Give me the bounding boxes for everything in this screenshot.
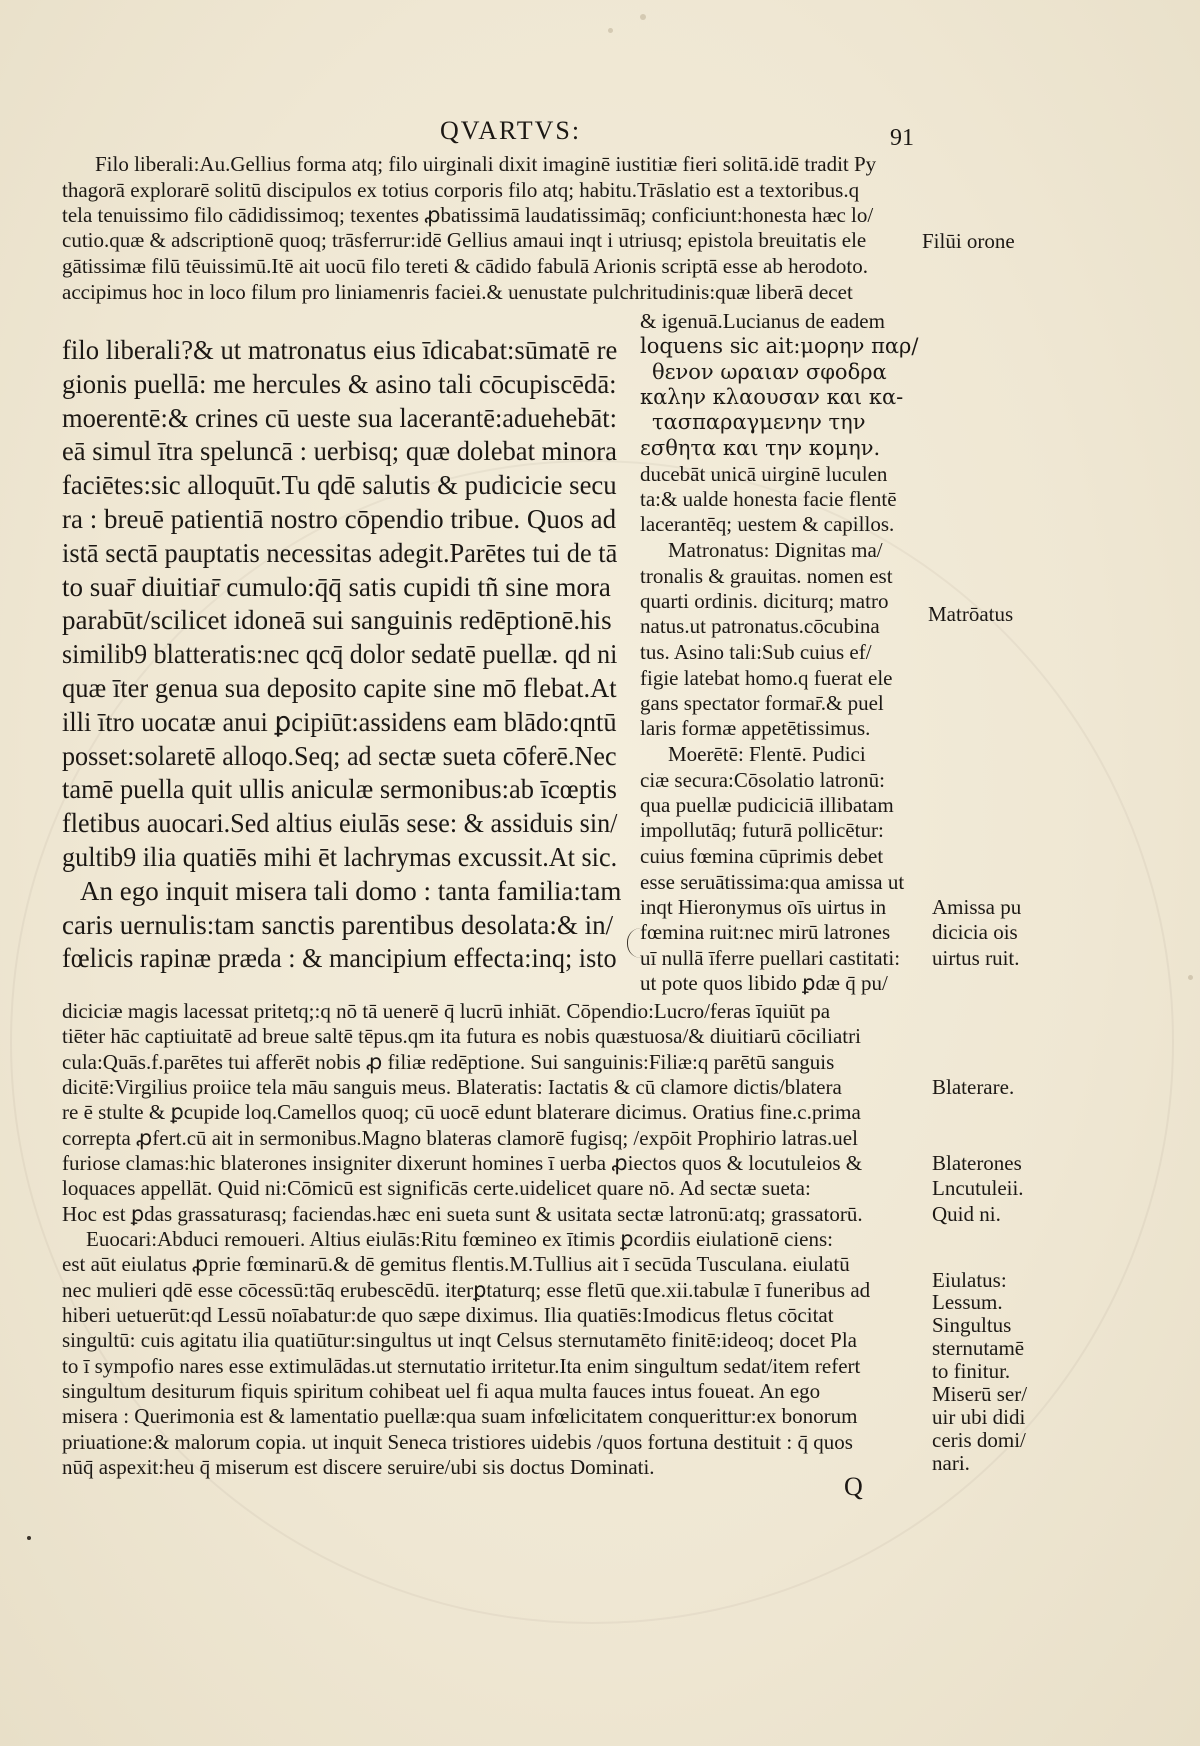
commentary-line: hiberi uetuerūt:qd Lessū noīabatur:de quo sæpe diximus. Ilia quatiēs:Imodicus fletus cōcitat <box>62 1303 834 1327</box>
commentary-line: loquaces appellāt. Quid ni:Cōmicū est significās certe.uidelicet quare nō. Ad sectæ sueta: <box>62 1176 811 1200</box>
margin-note: Filūi orone <box>922 229 1015 253</box>
commentary-line: uī nullā īferre puellari castitati: <box>640 946 901 970</box>
commentary-line: dicitē:Virgilius proiice tela māu sanguis meus. Blateratis: Iactatis & cū clamore dictis/blatera <box>62 1075 842 1099</box>
margin-note: Miserū ser/ <box>932 1382 1028 1406</box>
commentary-line: correpta ꝓfert.cū ait in sermonibus.Magno blateras clamorē fugisq; /expōit Prophirio latras.uel <box>62 1126 858 1150</box>
commentary-line: nec mulieri qdē esse cōcessū:tāq erubescēdū. iterꝑtaturq; esse fletū que.xii.tabulæ ī funeribus ad <box>62 1278 871 1302</box>
commentary-line: & igenuā.Lucianus de eadem <box>640 309 885 333</box>
ink-speck <box>1188 975 1193 980</box>
margin-note: Eiulatus: <box>932 1268 1007 1292</box>
commentary-line: τασπαραγμενην την <box>652 410 866 434</box>
margin-note: sternutamē <box>932 1336 1025 1360</box>
ink-speck <box>640 14 646 20</box>
commentary-line: Euocari:Abduci remoueri. Altius eiulās:Ritu fœmineo ex ītimis ꝑcordiis eiulationē ciens: <box>86 1227 834 1251</box>
margin-note: Lncutuleii. <box>932 1176 1024 1200</box>
margin-note: Quid ni. <box>932 1202 1001 1226</box>
text-line: fletibus auocari.Sed altius eiulās sese: & assiduis sin/ <box>62 808 618 839</box>
text-line: moerentē:& crines cū ueste sua lacerantē:aduehebāt: <box>62 402 617 433</box>
margin-note: Blaterones <box>932 1151 1022 1175</box>
ink-dot <box>27 1536 31 1540</box>
commentary-line: priuatione:& malorum copia. ut inquit Seneca tristiores uidebis /quos fortuna destituit : q̄ quos <box>62 1430 853 1454</box>
text-line: istā sectā pauptatis necessitas adegit.Parētes tui de tā <box>62 537 618 568</box>
commentary-line: impollutāq; futurā pollicētur: <box>640 818 884 842</box>
commentary-line: natus.ut patronatus.cōcubina <box>640 614 880 638</box>
text-line: filo liberali?& ut matronatus eius īdicabat:sūmatē re <box>62 335 618 365</box>
commentary-line: Hoc est ꝑdas grassaturasq; faciendas.hæc eni sueta sunt & usitata sectæ latronū:atq; grassatorū. <box>62 1202 863 1226</box>
commentary-line: cula:Quās.f.parētes tui afferēt nobis ꝓ filiæ redēptione. Sui sanguinis:Filiæ:q parētū sanguis <box>62 1050 835 1074</box>
commentary-line: loquens sic ait:μορην παρ/ <box>640 334 919 358</box>
text-line: illi ītro uocatæ anui ꝑcipiūt:assidens eam blādo:qntū <box>62 706 617 737</box>
text-line: tamē puella quit ullis aniculæ sermonibus:ab īcœptis <box>62 774 617 805</box>
commentary-line: singultum desiturum fiquis spiritum cohibeat uel fi aqua multa fauces intus foueat. An ego <box>62 1379 821 1403</box>
margin-note: Amissa pu <box>932 895 1022 919</box>
commentary-line: inqt Hieronymus oīs uirtus in <box>640 895 887 919</box>
commentary-line: nūq̄ aspexit:heu q̄ miserum est discere seruire/ubi sis doctus Dominati. <box>62 1455 655 1479</box>
text-line: gultib9 ilia quatiēs mihi ēt lachrymas excussit.At sic. <box>62 842 618 872</box>
text-line: gionis puellā: me hercules & asino tali cōcupiscēdā: <box>62 368 617 399</box>
ink-speck <box>608 28 613 33</box>
commentary-line: Matronatus: Dignitas ma/ <box>668 538 883 562</box>
margin-note: dicicia ois <box>932 920 1018 944</box>
commentary-line: tela tenuissimo filo cādidissimoq; texentes ꝓbatissimā laudatissimāq; conficiunt:honesta hæc lo/ <box>62 203 874 227</box>
margin-note: Matrōatus <box>928 602 1014 626</box>
margin-note: Lessum. <box>932 1290 1003 1314</box>
commentary-line: tus. Asino tali:Sub cuius ef/ <box>640 640 872 664</box>
text-line: caris uernulis:tam sanctis parentibus desolata:& in/ <box>62 909 614 940</box>
text-line: ra : breuē patientiā nostro cōpendio tribue. Quos ad <box>62 504 617 534</box>
text-line: quæ īter genua sua deposito capite sine mō flebat.At <box>62 673 617 703</box>
commentary-line: to ī sympofio nares esse extimulādas.ut sternutatio irritetur.Ita enim singultum sedat/item refert <box>62 1354 861 1378</box>
margin-note: Blaterare. <box>932 1075 1015 1099</box>
commentary-line: thagorā explorarē solitū discipulos ex totius corporis filo atq; habitu.Trāslatio est a textoribus.q <box>62 178 860 202</box>
commentary-line: lacerantēq; uestem & capillos. <box>640 512 895 536</box>
commentary-line: θενον ωραιαν σφοδρα <box>652 360 887 384</box>
folio-number: 91 <box>890 125 914 151</box>
commentary-line: tronalis & grauitas. nomen est <box>640 564 893 588</box>
text-line: posset:solaretē alloqo.Seq; ad sectæ sueta cōferē.Nec <box>62 740 617 771</box>
commentary-line: gātissimæ filū tēuissimū.Itē ait uocū filo tereti & cādido fabulā Arionis scriptā esse ab herodoto. <box>62 254 868 278</box>
commentary-line: laris formæ appetētissimus. <box>640 716 871 740</box>
commentary-line: Moerētē: Flentē. Pudici <box>668 742 866 766</box>
text-line: to suar̄ diuitiar̄ cumulo:q̄q̄ satis cupidi tñ sine mora <box>62 571 611 602</box>
margin-note: ceris domi/ <box>932 1428 1026 1452</box>
commentary-line: fœmina ruit:nec mirū latrones <box>640 920 891 944</box>
commentary-line: quarti ordinis. diciturq; matro <box>640 589 889 613</box>
commentary-line: ut pote quos libido ꝑdæ q̄ pu/ <box>640 971 888 995</box>
margin-note: nari. <box>932 1451 970 1475</box>
commentary-line: qua puellæ pudiciciā illibatam <box>640 793 894 817</box>
margin-note: to finitur. <box>932 1359 1011 1383</box>
commentary-line: re ē stulte & ꝑcupide loq.Camellos quoq; cū uocē edunt blaterare dicimus. Oratius fine.c.prima <box>62 1100 861 1124</box>
margin-note: uirtus ruit. <box>932 946 1020 970</box>
text-line: parabūt/scilicet idoneā sui sanguinis redēptionē.his <box>62 605 612 636</box>
commentary-line: est aūt eiulatus ꝓprie fœminarū.& dē gemitus flentis.M.Tullius ait ī secūda Tusculana. eiulatū <box>62 1252 850 1276</box>
commentary-line: accipimus hoc in loco filum pro liniamenris faciei.& uenustate pulchritudinis:quæ liberā decet <box>62 280 853 304</box>
commentary-line: figie latebat homo.q fuerat ele <box>640 666 893 690</box>
margin-note: Singultus <box>932 1313 1012 1337</box>
commentary-line: ciæ secura:Cōsolatio latronū: <box>640 768 885 792</box>
text-line: similib9 blatteratis:nec qcq̄ dolor sedatē puellæ. qd ni <box>62 639 618 670</box>
running-title: QVARTVS: <box>440 116 582 145</box>
commentary-line: cuius fœmina cūprimis debet <box>640 844 884 868</box>
commentary-line: Filo liberali:Au.Gellius forma atq; filo uirginali dixit imaginē iustitiæ fieri solitā.idē tradit Py <box>95 152 877 176</box>
commentary-line: gans spectator formar̄.& puel <box>640 691 884 715</box>
text-line: An ego inquit misera tali domo : tanta familia:tam <box>80 875 622 906</box>
commentary-line: cutio.quæ & adscriptionē quoq; trāsferrur:idē Gellius amaui inqt i utriusq; epistola breuitatis ele <box>62 228 867 252</box>
catchword: Q <box>844 1472 863 1501</box>
text-line: faciētes:sic alloquūt.Tu qdē salutis & pudicicie secu <box>62 470 617 501</box>
commentary-line: diciciæ magis lacessat pritetq;:q nō tā uenerē q̄ lucrū inhiāt. Cōpendio:Lucro/feras īquiūt pa <box>62 999 831 1023</box>
commentary-line: ta:& ualde honesta facie flentē <box>640 487 897 511</box>
commentary-line: misera : Querimonia est & lamentatio puellæ:qua suam infœlicitatem conquerittur:ex bonorum <box>62 1404 858 1428</box>
commentary-line: tiēter hāc captiuitatē ad breue saltē tēpus.qm ita futura es nobis quæstuosa/& diuitiarū cōciliatri <box>62 1024 861 1048</box>
commentary-line: singultū: cuis agitatu ilia quatiūtur:singultus ut inqt Celsus sternutamēto finitē:ideoq; docet Pla <box>62 1328 857 1352</box>
commentary-line: καλην κλαουσαν και κα- <box>640 385 904 409</box>
commentary-line: furiose clamas:hic blaterones insigniter dixerunt homines ī uerba ꝓiectos quos & locutuleios & <box>62 1151 863 1175</box>
margin-note: uir ubi didi <box>932 1405 1026 1429</box>
text-line: fœlicis rapinæ præda : & mancipium effecta:inq; isto <box>62 943 617 974</box>
commentary-line: εσθητα και την κομην. <box>640 436 881 460</box>
commentary-line: ducebāt unicā uirginē luculen <box>640 462 888 486</box>
commentary-line: esse seruātissima:qua amissa ut <box>640 870 905 894</box>
text-line: eā simul ītra speluncā : uerbisq; quæ dolebat minora <box>62 436 617 467</box>
